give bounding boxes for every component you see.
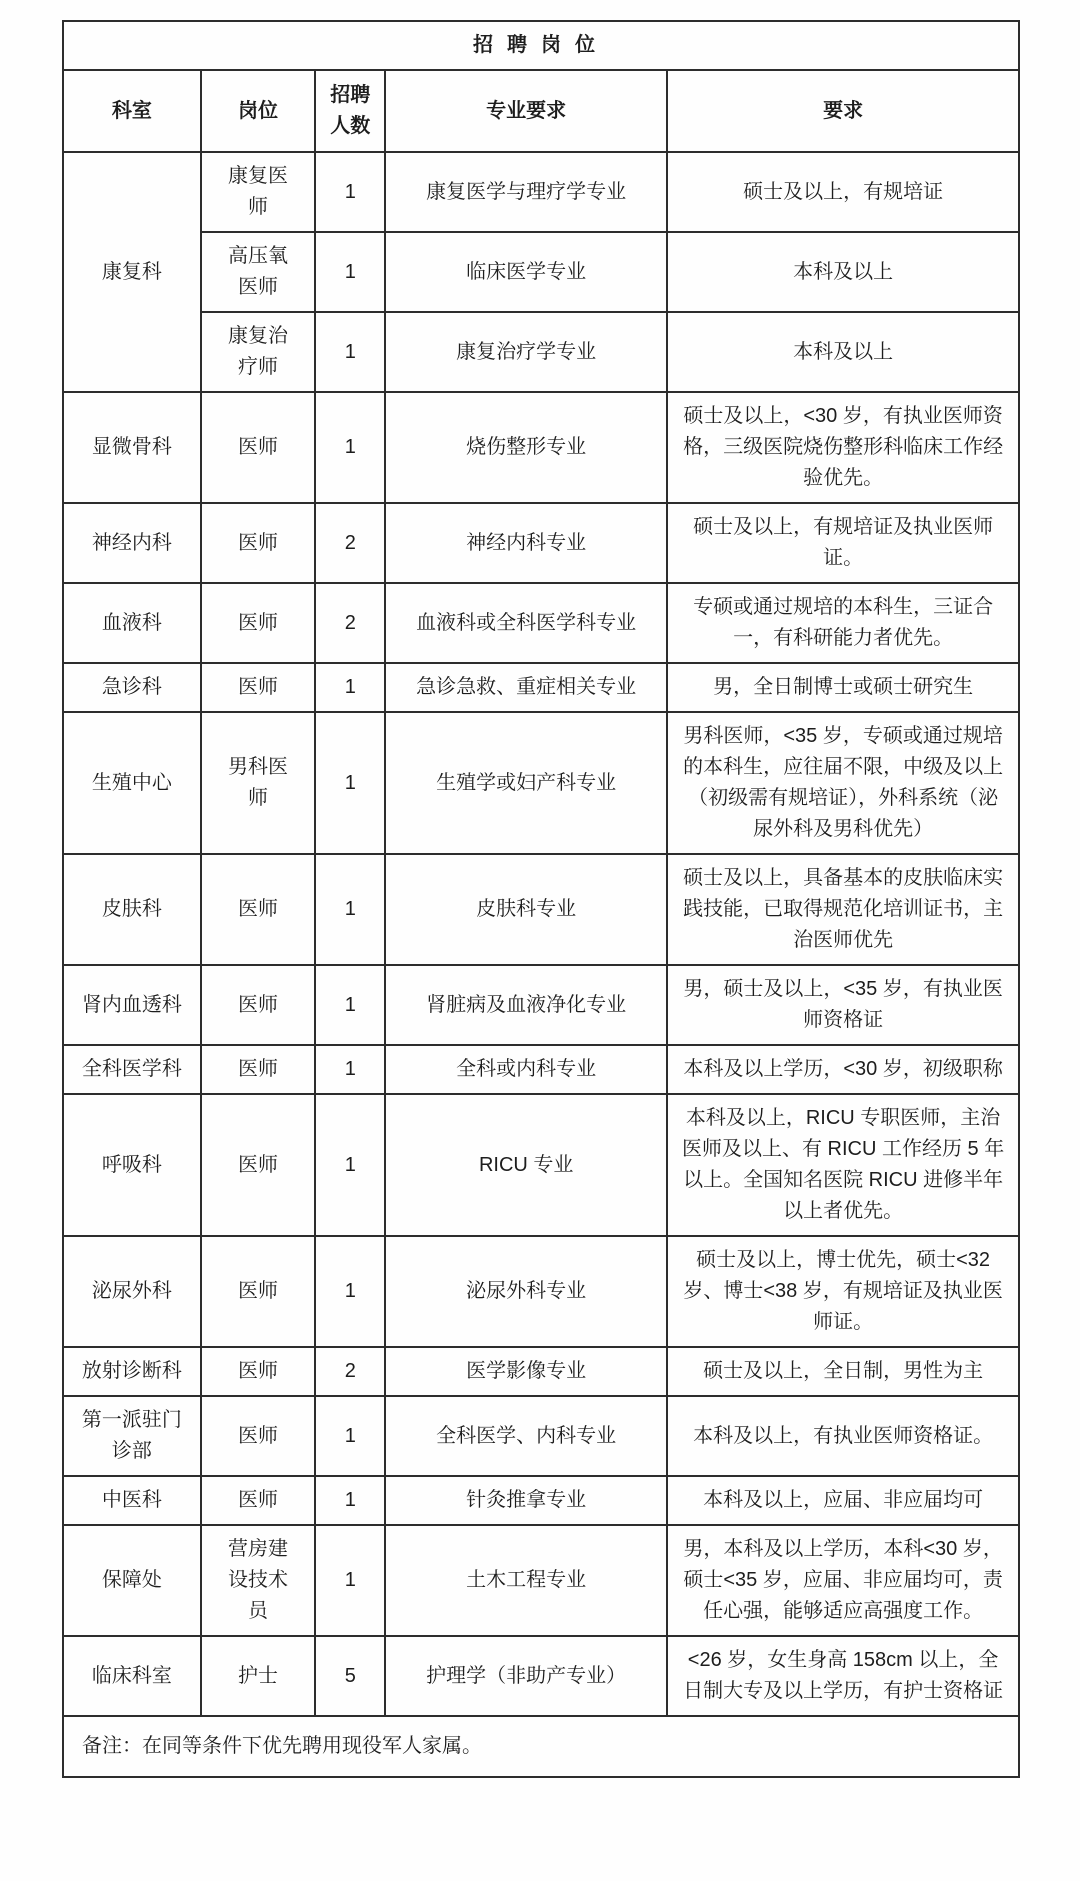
requirement-cell: 本科及以上，应届、非应届均可 [667,1476,1019,1525]
count-cell: 1 [315,312,385,392]
count-cell: 1 [315,232,385,312]
requirement-cell: 硕士及以上，<30 岁，有执业医师资格，三级医院烧伤整形科临床工作经验优先。 [667,392,1019,503]
major-cell: 土木工程专业 [385,1525,667,1636]
requirement-cell: 硕士及以上，博士优先，硕士<32 岁、博士<38 岁，有规培证及执业医师证。 [667,1236,1019,1347]
requirement-cell: 硕士及以上，全日制，男性为主 [667,1347,1019,1396]
department-cell: 神经内科 [63,503,201,583]
department-cell: 生殖中心 [63,712,201,854]
count-cell: 5 [315,1636,385,1716]
table-row [63,1236,1019,1347]
department-cell: 康复科 [63,152,201,392]
position-cell: 高压氧医师 [201,232,316,312]
table-row [63,965,1019,1045]
requirement-cell: 男，硕士及以上，<35 岁，有执业医师资格证 [667,965,1019,1045]
count-cell: 2 [315,1347,385,1396]
table-row [63,1525,1019,1636]
requirement-cell: 男，全日制博士或硕士研究生 [667,663,1019,712]
requirement-cell: 本科及以上，有执业医师资格证。 [667,1396,1019,1476]
position-cell: 康复医师 [201,152,316,232]
count-cell: 1 [315,712,385,854]
major-cell: 皮肤科专业 [385,854,667,965]
table-row [63,152,1019,232]
count-cell: 1 [315,1236,385,1347]
table-row [63,663,1019,712]
position-cell: 医师 [201,1347,316,1396]
major-cell: 全科医学、内科专业 [385,1396,667,1476]
count-cell: 1 [315,1045,385,1094]
requirement-cell: 本科及以上，RICU 专职医师，主治医师及以上、有 RICU 工作经历 5 年以上。全国知名医院 RICU 进修半年以上者优先。 [667,1094,1019,1236]
position-cell: 医师 [201,1236,316,1347]
department-cell: 中医科 [63,1476,201,1525]
table-row [63,232,1019,312]
table-row [63,1636,1019,1716]
header-row [63,70,1019,152]
major-cell: 烧伤整形专业 [385,392,667,503]
major-cell: 急诊急救、重症相关专业 [385,663,667,712]
position-cell: 男科医师 [201,712,316,854]
count-cell: 1 [315,1476,385,1525]
requirement-cell: 本科及以上 [667,232,1019,312]
column-header-0: 科室 [63,70,201,152]
count-cell: 2 [315,503,385,583]
position-cell: 医师 [201,854,316,965]
position-cell: 医师 [201,1045,316,1094]
title-row [63,21,1019,70]
major-cell: RICU 专业 [385,1094,667,1236]
column-header-3: 专业要求 [385,70,667,152]
page-title: 招聘岗位 [63,21,1019,70]
major-cell: 护理学（非助产专业） [385,1636,667,1716]
major-cell: 肾脏病及血液净化专业 [385,965,667,1045]
requirement-cell: 男科医师，<35 岁，专硕或通过规培的本科生，应往届不限，中级及以上（初级需有规培证），外科系统（泌尿外科及男科优先） [667,712,1019,854]
table-row [63,1476,1019,1525]
table-row [63,1094,1019,1236]
table-row [63,1347,1019,1396]
count-cell: 1 [315,1396,385,1476]
table-row [63,583,1019,663]
position-cell: 医师 [201,965,316,1045]
major-cell: 医学影像专业 [385,1347,667,1396]
department-cell: 泌尿外科 [63,1236,201,1347]
column-header-4: 要求 [667,70,1019,152]
table-row [63,712,1019,854]
position-cell: 医师 [201,1094,316,1236]
major-cell: 康复治疗学专业 [385,312,667,392]
count-cell: 1 [315,392,385,503]
table-row [63,1396,1019,1476]
major-cell: 全科或内科专业 [385,1045,667,1094]
position-cell: 医师 [201,392,316,503]
note-row [63,1716,1019,1777]
position-cell: 医师 [201,503,316,583]
count-cell: 1 [315,1525,385,1636]
department-cell: 呼吸科 [63,1094,201,1236]
department-cell: 肾内血透科 [63,965,201,1045]
count-cell: 2 [315,583,385,663]
table-row [63,1045,1019,1094]
note-cell: 备注：在同等条件下优先聘用现役军人家属。 [63,1716,1019,1777]
department-cell: 第一派驻门诊部 [63,1396,201,1476]
requirement-cell: <26 岁，女生身高 158cm 以上，全日制大专及以上学历，有护士资格证 [667,1636,1019,1716]
department-cell: 保障处 [63,1525,201,1636]
major-cell: 泌尿外科专业 [385,1236,667,1347]
department-cell: 皮肤科 [63,854,201,965]
column-header-2: 招聘人数 [315,70,385,152]
position-cell: 医师 [201,1476,316,1525]
table-body [63,152,1019,1716]
position-cell: 康复治疗师 [201,312,316,392]
column-header-1: 岗位 [201,70,316,152]
position-cell: 医师 [201,663,316,712]
position-cell: 护士 [201,1636,316,1716]
department-cell: 急诊科 [63,663,201,712]
position-cell: 营房建设技术员 [201,1525,316,1636]
major-cell: 康复医学与理疗学专业 [385,152,667,232]
department-cell: 全科医学科 [63,1045,201,1094]
requirement-cell: 本科及以上学历，<30 岁，初级职称 [667,1045,1019,1094]
department-cell: 放射诊断科 [63,1347,201,1396]
requirement-cell: 硕士及以上，有规培证 [667,152,1019,232]
table-row [63,503,1019,583]
major-cell: 生殖学或妇产科专业 [385,712,667,854]
requirement-cell: 本科及以上 [667,312,1019,392]
major-cell: 血液科或全科医学科专业 [385,583,667,663]
requirement-cell: 男，本科及以上学历，本科<30 岁，硕士<35 岁，应届、非应届均可，责任心强，能够适应高强度工作。 [667,1525,1019,1636]
department-cell: 临床科室 [63,1636,201,1716]
table-row [63,392,1019,503]
department-cell: 血液科 [63,583,201,663]
table-row [63,854,1019,965]
count-cell: 1 [315,965,385,1045]
count-cell: 1 [315,663,385,712]
count-cell: 1 [315,854,385,965]
major-cell: 神经内科专业 [385,503,667,583]
count-cell: 1 [315,152,385,232]
position-cell: 医师 [201,1396,316,1476]
major-cell: 针灸推拿专业 [385,1476,667,1525]
requirement-cell: 硕士及以上，有规培证及执业医师证。 [667,503,1019,583]
major-cell: 临床医学专业 [385,232,667,312]
count-cell: 1 [315,1094,385,1236]
requirement-cell: 专硕或通过规培的本科生，三证合一，有科研能力者优先。 [667,583,1019,663]
department-cell: 显微骨科 [63,392,201,503]
recruitment-table [62,20,1020,1778]
requirement-cell: 硕士及以上，具备基本的皮肤临床实践技能，已取得规范化培训证书，主治医师优先 [667,854,1019,965]
table-row [63,312,1019,392]
position-cell: 医师 [201,583,316,663]
